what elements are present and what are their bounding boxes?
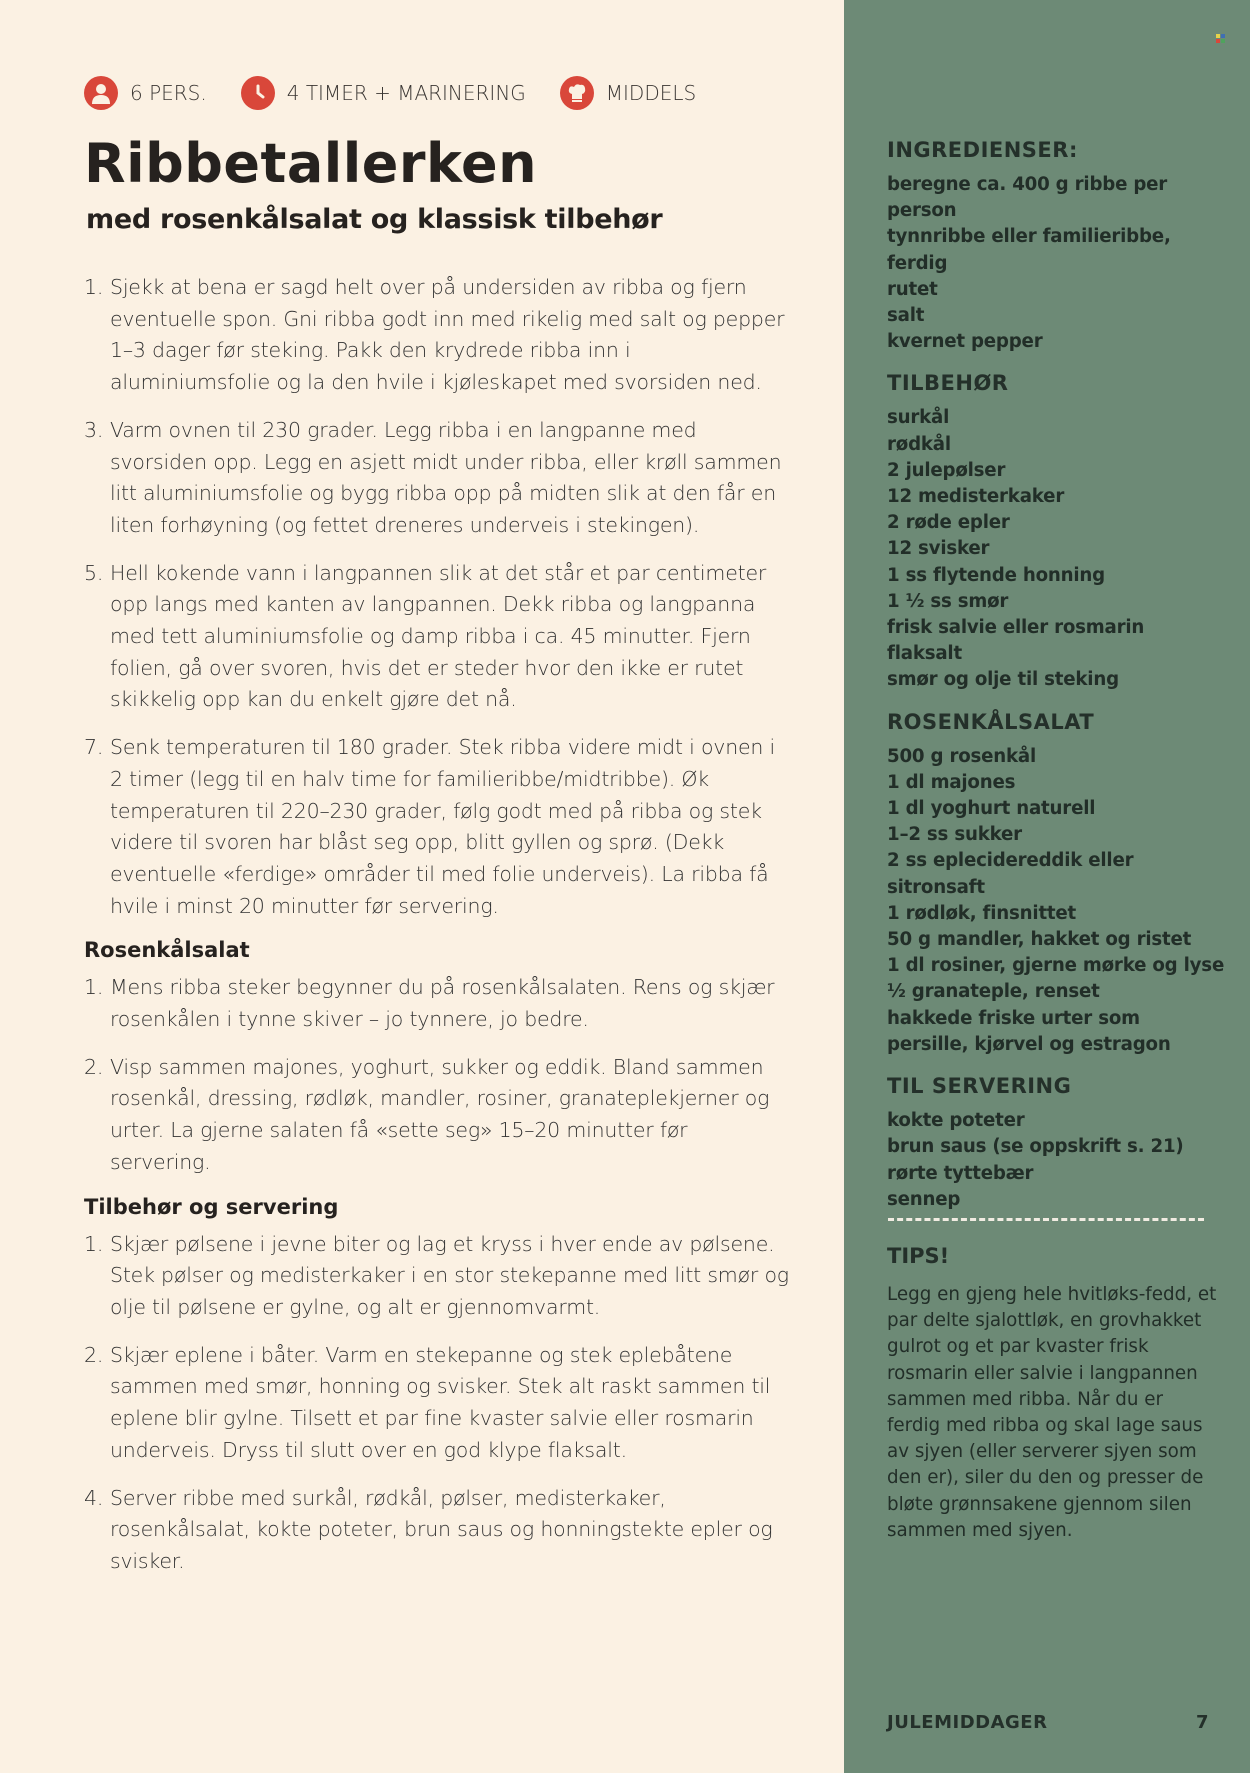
difficulty-label: MIDDELS xyxy=(605,81,697,105)
tilbehor-step: 4. Server ribbe med surkål, rødkål, pølser, medisterkaker, rosenkålsalat, kokte poteter, brun saus og honningstekte epler og svisker. xyxy=(84,1485,773,1573)
tilbehor-list-heading: TILBEHØR xyxy=(887,371,1009,396)
tilbehor-item: surkål xyxy=(887,407,950,429)
rosenkal-steps xyxy=(84,972,794,1178)
servering-item: kokte poteter xyxy=(887,1110,1025,1132)
rosenkal-step: 2. Visp sammen majones, yoghurt, sukker og eddik. Bland sammen rosenkål, dressing, rødløk, mandler, rosiner, granateplekjerner og urter. La gjerne salaten få «sette seg» 15–20 minutter før servering. xyxy=(84,1054,770,1174)
ingredient-item: beregne ca. 400 g ribbe per person xyxy=(887,174,1168,222)
tilbehor-item: 12 medisterkaker xyxy=(887,486,1065,508)
time-label: 4 TIMER + MARINERING xyxy=(286,81,526,105)
person-icon xyxy=(84,76,118,110)
tilbehor-item: flaksalt xyxy=(887,643,962,665)
recipe-meta-bar xyxy=(84,76,730,110)
tilbehor-list xyxy=(887,405,1237,693)
clock-icon xyxy=(241,76,275,110)
method-step: 7. Senk temperaturen til 180 grader. Stek ribba videre midt i ovnen i 2 timer (legg til en halv time for familieribbe/midtribbe). Øk temperaturen til 220–230 grader, følg godt med på ribba og stek videre til svoren har blåst seg opp, blitt gyllen og sprø. (Dekk eventuelle «ferdige» områder til med folie underveis). La ribba få hvile i minst 20 minutter før servering. xyxy=(84,735,776,918)
ingredient-item: tynnribbe eller familieribbe, ferdig xyxy=(887,226,1171,274)
tips-text: Legg en gjeng hele hvitløks-fedd, et par delte sjalottløk, en grovhakket gulrot og et par kvaster frisk rosmarin eller salvie i langpannen sammen med ribba. Når du er ferdig med ribba og skal lage saus av sjyen (eller serverer sjyen som den er), siler du den og presser de bløte grønnsakene gjennom silen sammen med sjyen. xyxy=(887,1284,1217,1541)
rosenkalsalat-item: 500 g rosenkål xyxy=(887,745,1037,767)
ingredienser-heading: INGREDIENSER: xyxy=(887,138,1078,162)
rosenkal-heading: Rosenkålsalat xyxy=(84,938,250,963)
method-step: 3. Varm ovnen til 230 grader. Legg ribba i en langpanne med svorsiden opp. Legg en asjett midt under ribba, eller krøll sammen litt aluminiumsfolie og bygg ribba opp på midten slik at den får en liten forhøyning (og fettet dreneres underveis i stekingen). xyxy=(84,417,782,537)
rosenkalsalat-item: 1 dl rosiner, gjerne mørke og lyse xyxy=(887,955,1225,977)
corner-mark-icon xyxy=(1216,34,1225,43)
tilbehor-step: 2. Skjær eplene i båter. Varm en stekepanne og stek eplebåtene sammen med smør, honning og svisker. Stek alt raskt sammen til eplene blir gylne. Tilsett et par fine kvaster salvie eller rosmarin underveis. Dryss til slutt over en god klype flaksalt. xyxy=(84,1342,771,1462)
meta-time xyxy=(241,76,526,110)
rosenkal-step: 1. Mens ribba steker begynner du på rosenkålsalaten. Rens og skjær rosenkålen i tynne skiver – jo tynnere, jo bedre. xyxy=(84,975,775,1032)
tilbehor-item: 1 ss flytende honning xyxy=(887,564,1105,586)
tilbehor-heading: Tilbehør og servering xyxy=(84,1194,339,1219)
meta-difficulty xyxy=(560,76,696,110)
tilbehor-item: smør og olje til steking xyxy=(887,669,1119,691)
servering-item: rørte tyttebær xyxy=(887,1162,1034,1184)
footer-section-label: JULEMIDDAGER xyxy=(887,1712,1048,1733)
rosenkalsalat-item: 2 ss eplecidereddik eller sitronsaft xyxy=(887,850,1134,898)
rosenkalsalat-item: persille, kjørvel og estragon xyxy=(887,1033,1171,1055)
tilbehor-item: 1 ½ ss smør xyxy=(887,590,1009,612)
rosenkalsalat-item: 1 rødløk, finsnittet xyxy=(887,902,1077,924)
method-step: 5. Hell kokende vann i langpannen slik at det står et par centimeter opp langs med kanten av langpannen. Dekk ribba og langpanna med tett aluminiumsfolie og damp ribba i ca. 45 minutter. Fjern folien, gå over svoren, hvis det er steder hvor den ikke er rutet skikkelig opp kan du enkelt gjøre det nå. xyxy=(84,560,767,712)
rosenkalsalat-item: 1 dl yoghurt naturell xyxy=(887,798,1096,820)
rosenkalsalat-list-heading: ROSENKÅLSALAT xyxy=(887,709,1095,734)
ingredient-item: kvernet pepper xyxy=(887,331,1043,353)
rosenkalsalat-list xyxy=(887,744,1237,1058)
til-servering-list xyxy=(887,1108,1237,1213)
tilbehor-item: 2 julepølser xyxy=(887,459,1006,481)
meta-servings xyxy=(84,76,207,110)
chef-hat-icon xyxy=(560,76,594,110)
tilbehor-item: 2 røde epler xyxy=(887,512,1010,534)
ingredienser-list xyxy=(887,172,1237,355)
ingredient-item: salt xyxy=(887,305,925,327)
rosenkalsalat-item: 1 dl majones xyxy=(887,771,1016,793)
recipe-title: Ribbetallerken xyxy=(84,132,538,195)
dashed-divider xyxy=(888,1218,1204,1221)
tips-heading: TIPS! xyxy=(887,1244,950,1268)
rosenkalsalat-item: ½ granateple, renset xyxy=(887,981,1100,1003)
rosenkalsalat-item: 50 g mandler, hakket og ristet xyxy=(887,929,1192,951)
page-number: 7 xyxy=(1196,1712,1209,1733)
method-step: 1. Sjekk at bena er sagd helt over på undersiden av ribba og fjern eventuelle spon. Gni ribba godt inn med rikelig med salt og pepper 1–3 dager før steking. Pakk den krydrede ribba inn i aluminiumsfolie og la den hvile i kjøleskapet med svorsiden ned. xyxy=(84,275,785,395)
tilbehor-item: frisk salvie eller rosmarin xyxy=(887,617,1145,639)
ingredients-sidebar xyxy=(844,0,1250,1773)
servering-item: sennep xyxy=(887,1188,961,1210)
tilbehor-steps xyxy=(84,1229,794,1578)
rosenkalsalat-item: 1–2 ss sukker xyxy=(887,824,1022,846)
recipe-subtitle: med rosenkålsalat og klassisk tilbehør xyxy=(86,204,663,235)
tilbehor-step: 1. Skjær pølsene i jevne biter og lag et kryss i hver ende av pølsene. Stek pølser og medisterkaker i en stor stekepanne med litt smør og olje til pølsene er gylne, og alt er gjennomvarmt. xyxy=(84,1231,789,1319)
tilbehor-item: 12 svisker xyxy=(887,538,990,560)
servering-item: brun saus (se oppskrift s. 21) xyxy=(887,1136,1184,1158)
servings-label: 6 PERS. xyxy=(130,81,207,105)
rosenkalsalat-item: hakkede friske urter som xyxy=(887,1007,1140,1029)
recipe-method xyxy=(84,272,794,1594)
tilbehor-item: rødkål xyxy=(887,433,951,455)
sidebar-lists xyxy=(887,138,1237,1229)
til-servering-heading: TIL SERVERING xyxy=(887,1074,1072,1099)
method-steps xyxy=(84,272,794,922)
ingredient-item: rutet xyxy=(887,278,938,300)
